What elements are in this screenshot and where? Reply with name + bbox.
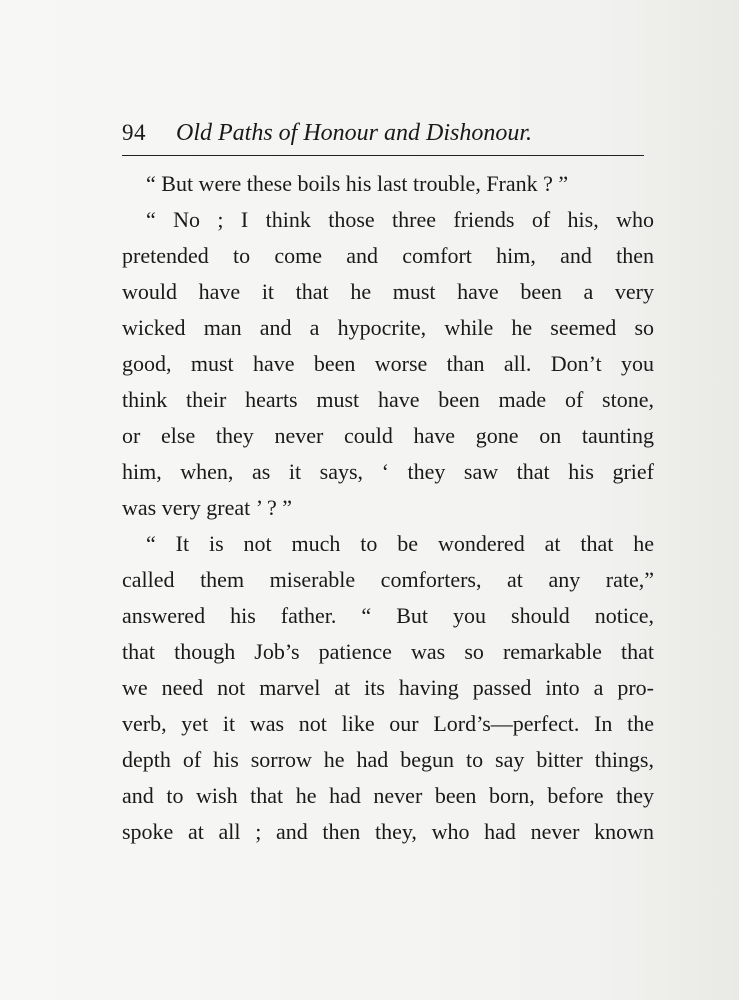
text-line: verb, yet it was not like our Lord’s—perfect. In the <box>122 711 654 736</box>
text-line: pretended to come and comfort him, and then <box>122 243 654 268</box>
body-text <box>122 166 654 850</box>
text-line: was very great ’ ? ” <box>122 495 292 520</box>
page-number: 94 <box>122 120 146 145</box>
text-line: good, must have been worse than all. Don’t you <box>122 351 654 376</box>
text-line: we need not marvel at its having passed into a pro- <box>122 675 654 700</box>
text-line: would have it that he must have been a very <box>122 279 654 304</box>
running-title: Old Paths of Honour and Dishonour. <box>176 120 533 146</box>
text-line: or else they never could have gone on taunting <box>122 423 654 448</box>
text-line: answered his father. “ But you should notice, <box>122 603 654 628</box>
text-line: “ But were these boils his last trouble, Frank ? ” <box>146 171 569 196</box>
text-line: “ No ; I think those three friends of his, who <box>146 207 654 232</box>
text-line: wicked man and a hypocrite, while he seemed so <box>122 315 654 340</box>
header-rule <box>122 155 644 156</box>
text-line: called them miserable comforters, at any rate,” <box>122 567 654 592</box>
text-line: that though Job’s patience was so remarkable that <box>122 639 654 664</box>
text-line: think their hearts must have been made of stone, <box>122 387 654 412</box>
text-line: “ It is not much to be wondered at that he <box>146 531 654 556</box>
text-line: him, when, as it says, ‘ they saw that his grief <box>122 459 654 484</box>
text-line: and to wish that he had never been born, before they <box>122 783 654 808</box>
text-line: spoke at all ; and then they, who had never known <box>122 819 654 844</box>
text-line: depth of his sorrow he had begun to say bitter things, <box>122 747 654 772</box>
running-header <box>122 118 652 148</box>
